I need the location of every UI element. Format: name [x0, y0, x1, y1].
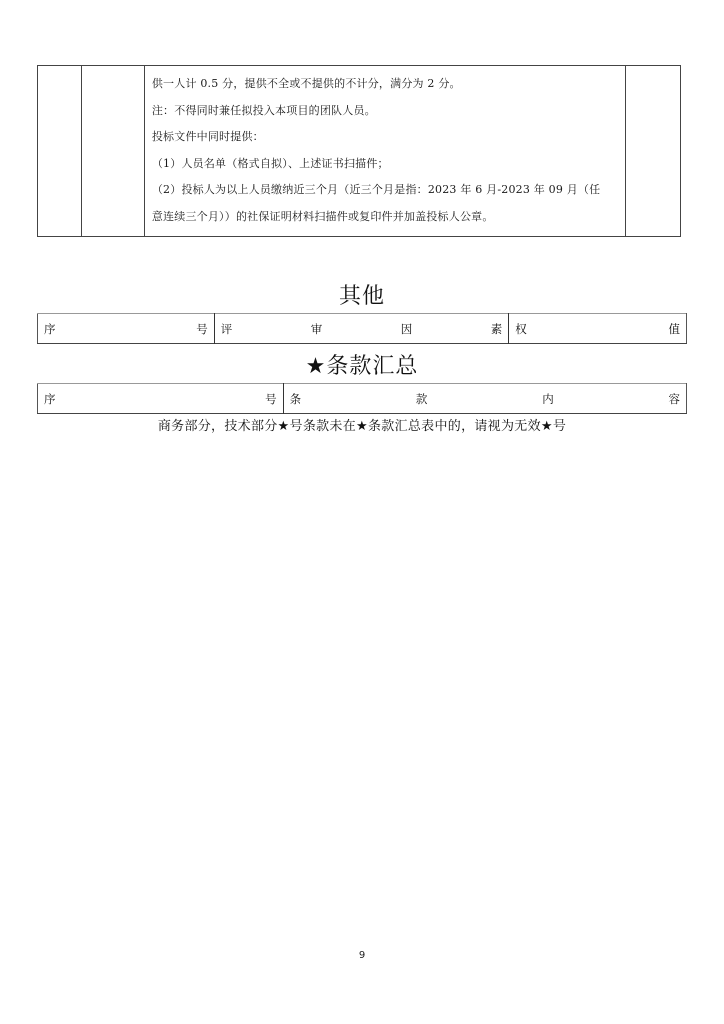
- other-table: [37, 313, 687, 344]
- star-clauses-table: [37, 383, 687, 414]
- criteria-line: 注：不得同时兼任拟投入本项目的团队人员。: [151, 103, 376, 117]
- table-cell-factor: [81, 66, 144, 237]
- header-index: 序 号: [44, 321, 208, 336]
- table-cell-criteria: [144, 66, 625, 237]
- scoring-table-continuation: [37, 65, 681, 237]
- criteria-line: 供一人计 0.5 分，提供不全或不提供的不计分，满分为 2 分。: [151, 77, 461, 90]
- table-header-row: [38, 314, 687, 344]
- table-cell-index: [38, 66, 82, 237]
- header-review-factor: 评 审 因 素: [214, 314, 509, 344]
- criteria-text: [145, 66, 625, 230]
- criteria-line: （2）投标人为以上人员缴纳近三个月（近三个月是指：2023 年 6 月-2023 年 09 月（任: [151, 183, 601, 196]
- page-number: 9: [358, 950, 366, 961]
- header-clause-content: 条 款 内 容: [283, 384, 686, 414]
- star-clause-note: 商务部分，技术部分★号条款未在★条款汇总表中的，请视为无效★号: [157, 419, 567, 434]
- section-title-other: 其他: [338, 284, 385, 309]
- criteria-line: 意连续三个月））的社保证明材料扫描件或复印件并加盖投标人公章。: [151, 209, 494, 223]
- criteria-line: （1）人员名单（格式自拟）、上述证书扫描件；: [151, 156, 389, 170]
- criteria-line: 投标文件中同时提供：: [151, 130, 264, 143]
- table-header-row: [38, 384, 687, 414]
- table-cell-weight: [625, 66, 680, 237]
- section-title-star-clauses: ★条款汇总: [305, 354, 419, 379]
- header-weight: 权 值: [509, 314, 687, 344]
- header-index: 序 号: [44, 391, 277, 406]
- table-row: [38, 66, 681, 237]
